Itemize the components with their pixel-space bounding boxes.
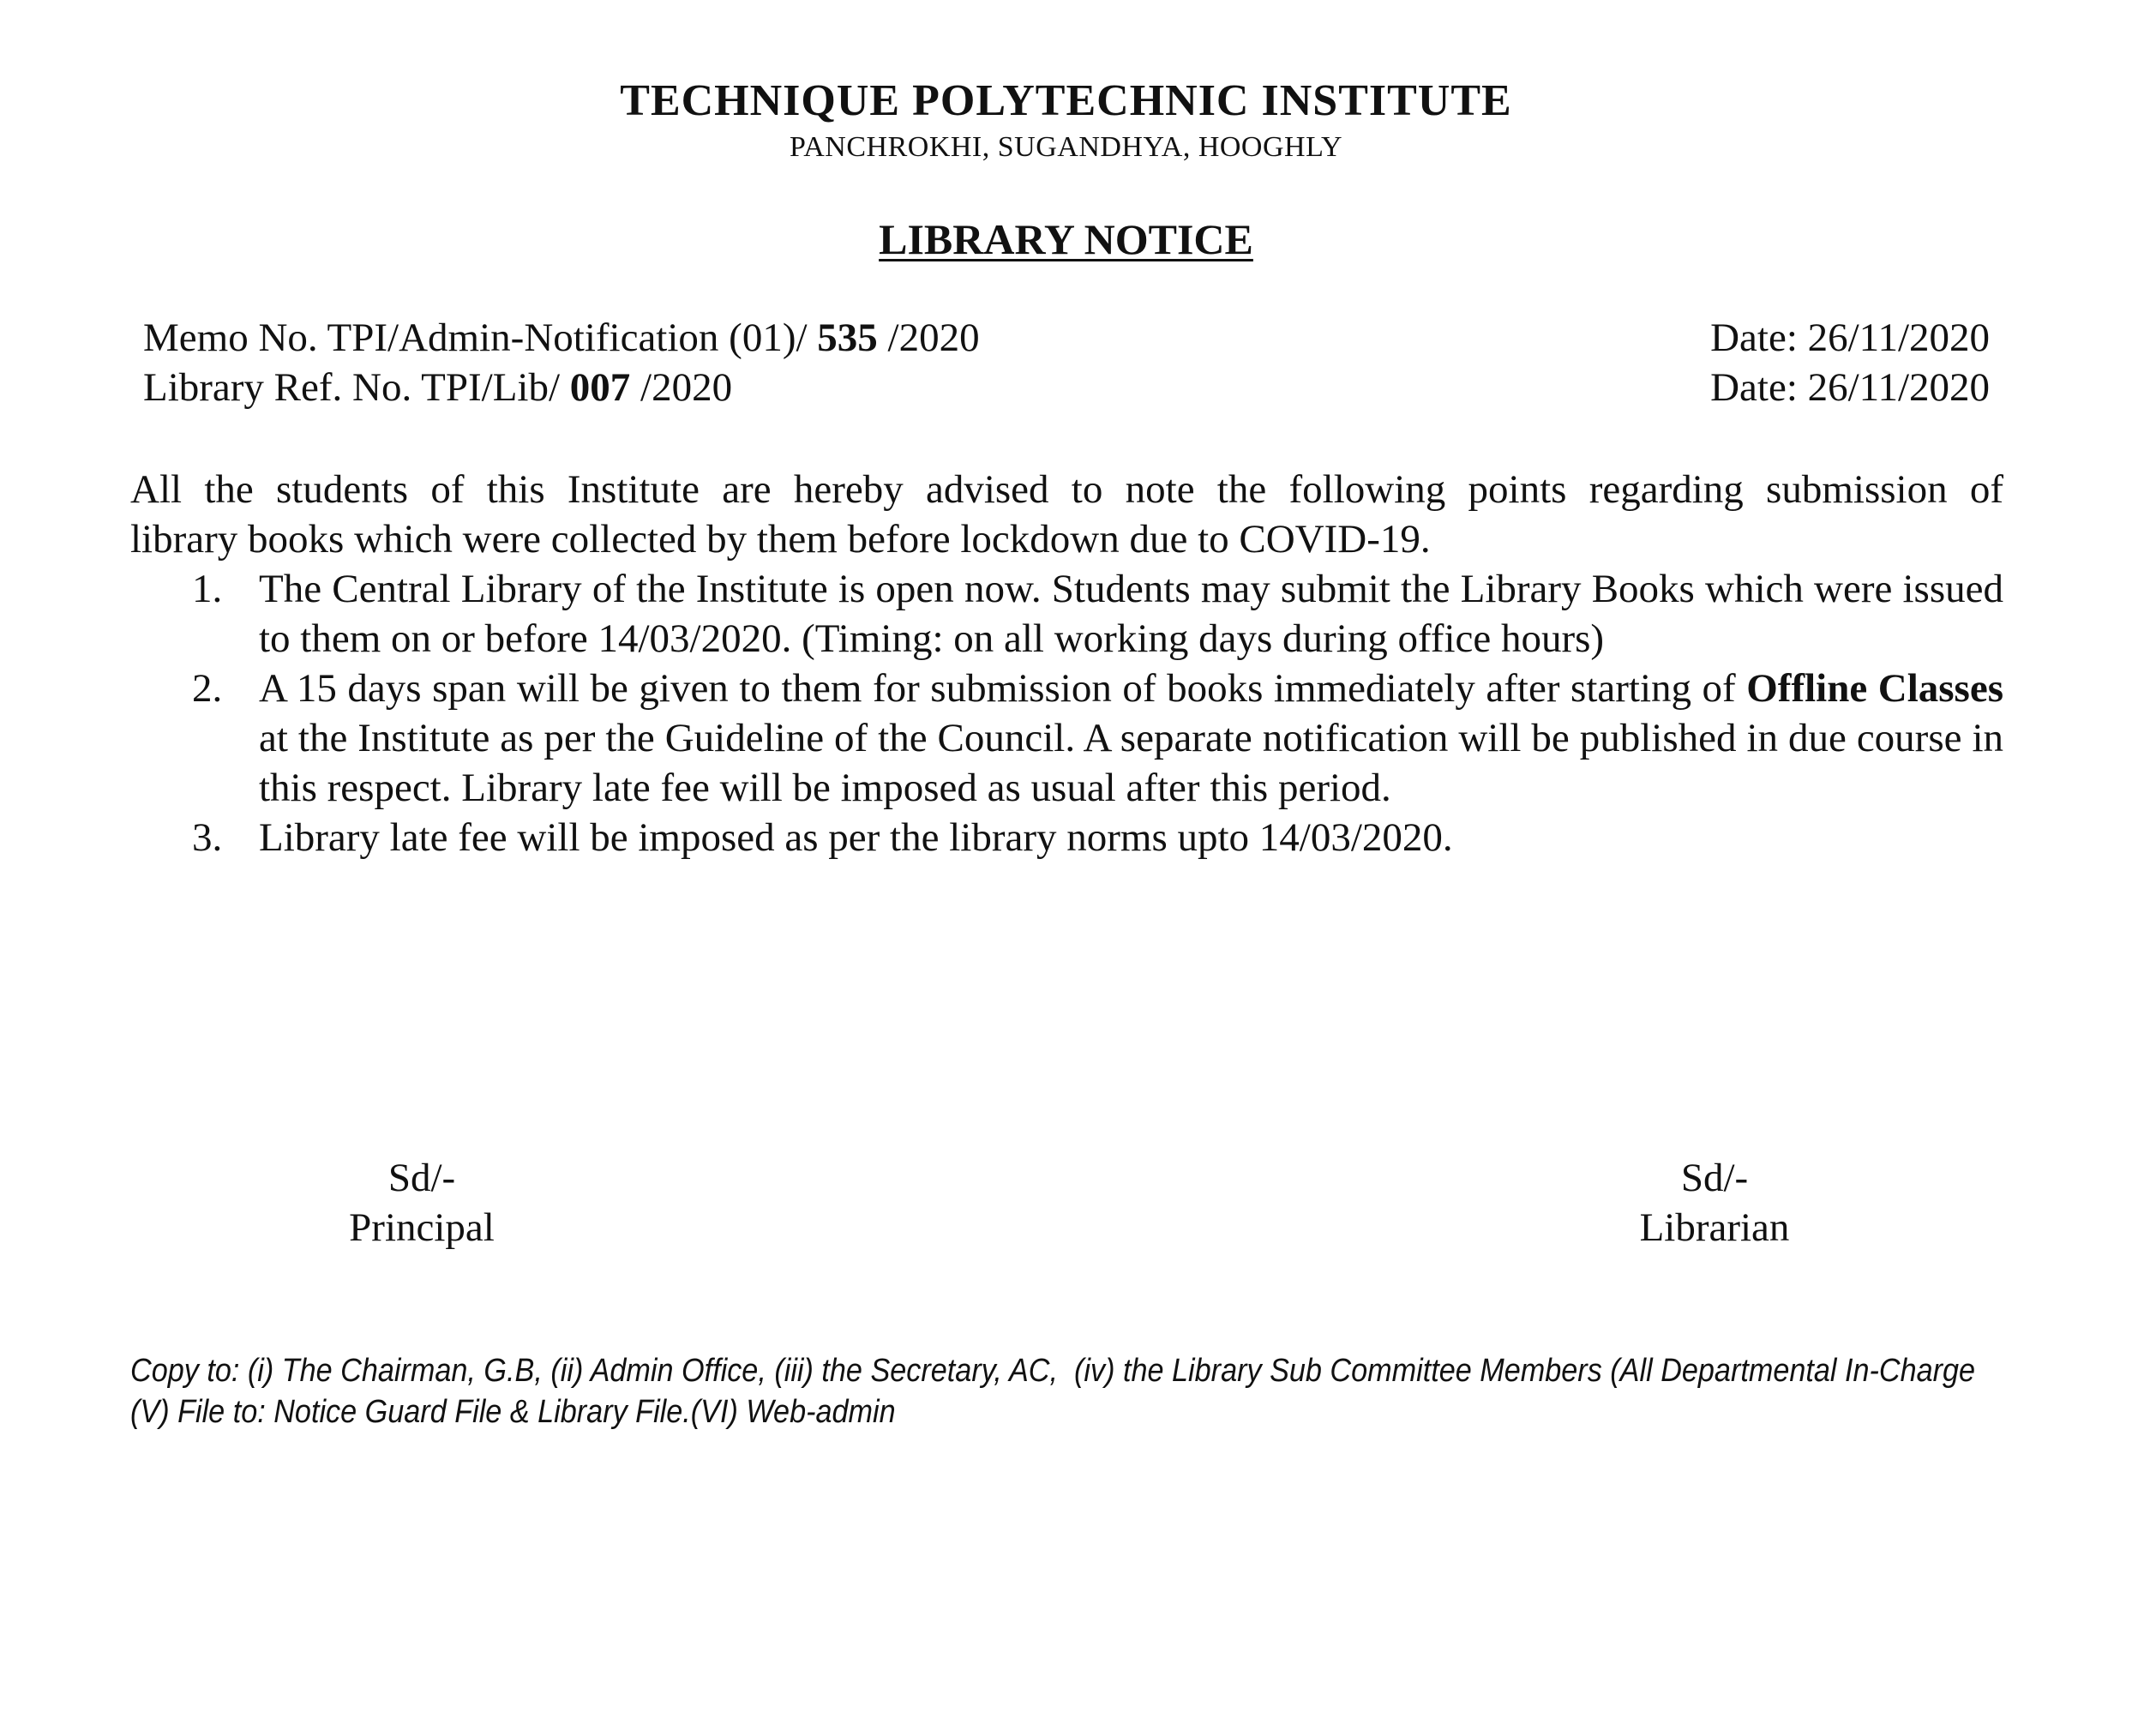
list-item-text: Library late fee will be imposed as per the library norms upto 14/03/2020.: [259, 815, 1453, 860]
library-ref-suffix: /2020: [630, 365, 733, 410]
memo-number: [143, 315, 980, 361]
list-item-text: The Central Library of the Institute is open now. Students may submit the Library Books which were issued to them on or before 14/03/2020. (Timing: on all working days during office hours): [259, 567, 2003, 661]
library-ref-number-value: 007: [569, 365, 631, 410]
list-item-text-before: A 15 days span will be given to them for submission of books immediately after starting of: [259, 666, 1747, 711]
principal-sd: Sd/-: [387, 1156, 456, 1200]
list-item-number: 3.: [192, 815, 223, 860]
intro-line-2: library books which were collected by them before lockdown due to COVID-19.: [130, 517, 1431, 562]
list-item: [130, 564, 2003, 664]
library-ref-date: Date: 26/11/2020: [1710, 365, 1990, 410]
copy-to-block: [130, 1350, 1976, 1433]
memo-suffix: /2020: [877, 315, 980, 360]
copy-to-line-2: (V) File to: Notice Guard File & Library File.(VI) Web-admin: [130, 1394, 896, 1430]
list-item-text-after: at the Institute as per the Guideline of the Council. A separate notification will be published in due course in this respect. Library late fee will be imposed as usual after this period.: [259, 716, 2003, 810]
memo-prefix: Memo No. TPI/Admin-Notification (01)/: [143, 315, 818, 360]
library-ref-prefix: Library Ref. No. TPI/Lib/: [143, 365, 570, 410]
list-item: [130, 664, 2003, 813]
principal-title: Principal: [349, 1205, 495, 1250]
librarian-signature: [1612, 1153, 1817, 1252]
institute-address: PANCHROKHI, SUGANDHYA, HOOGHLY: [789, 131, 1343, 163]
intro-paragraph: [130, 465, 2003, 564]
notice-title: [0, 214, 2132, 264]
institute-name: TECHNIQUE POLYTECHNIC INSTITUTE: [620, 76, 1512, 125]
points-list: [130, 564, 2003, 862]
list-item: [130, 813, 2003, 862]
list-item-bold-text: Offline Classes: [1746, 666, 2004, 711]
principal-signature: [319, 1153, 525, 1252]
list-item-number: 1.: [192, 567, 223, 611]
librarian-sd: Sd/-: [1680, 1156, 1749, 1200]
memo-date: Date: 26/11/2020: [1710, 315, 1990, 360]
notice-title-text: LIBRARY NOTICE: [879, 215, 1253, 263]
intro-line-1: All the students of this Institute are hereby advised to note the following points regarding submission of: [130, 467, 2003, 512]
copy-to-line-1: Copy to: (i) The Chairman, G.B, (ii) Admin Office, (iii) the Secretary, AC, (iv) the Library Sub Committee Members (All Departmental In-Charge: [130, 1353, 1976, 1389]
memo-number-value: 535: [817, 315, 878, 360]
list-item-number: 2.: [192, 666, 223, 711]
librarian-title: Librarian: [1639, 1205, 1790, 1250]
library-ref-number: [143, 364, 732, 411]
